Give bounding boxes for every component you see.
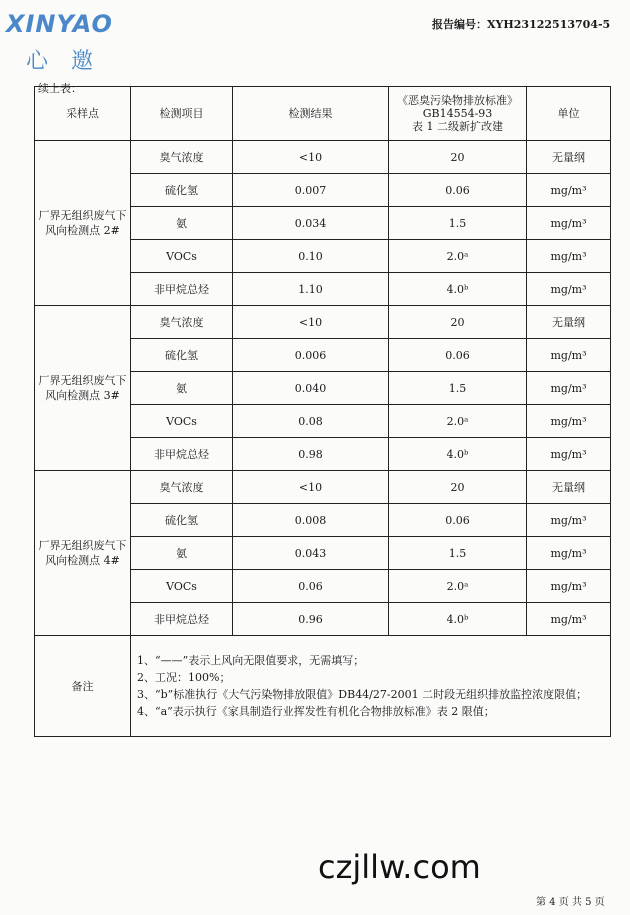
note-line: 1、“——”表示上风向无限值要求，无需填写；: [137, 654, 365, 667]
standard-limit: 1.5: [389, 207, 527, 240]
standard-limit: 4.0ᵇ: [389, 603, 527, 636]
page-number: 第 4 页 共 5 页: [536, 897, 605, 908]
unit: mg/m³: [527, 405, 611, 438]
notes-content: [131, 636, 611, 737]
col-header-site: 采样点: [35, 87, 131, 141]
sampling-site: 厂界无组织废气下风向检测点 3#: [35, 306, 131, 471]
test-item: 氨: [131, 537, 233, 570]
test-item: 非甲烷总烃: [131, 603, 233, 636]
unit: mg/m³: [527, 570, 611, 603]
unit: mg/m³: [527, 207, 611, 240]
notes-label: 备注: [35, 636, 131, 737]
test-result: 0.034: [233, 207, 389, 240]
unit: mg/m³: [527, 240, 611, 273]
test-result: 0.08: [233, 405, 389, 438]
test-result: 0.043: [233, 537, 389, 570]
test-item: 氨: [131, 372, 233, 405]
test-result: 0.040: [233, 372, 389, 405]
test-result: <10: [233, 306, 389, 339]
col-header-result: 检测结果: [233, 87, 389, 141]
standard-limit: 1.5: [389, 537, 527, 570]
standard-limit: 20: [389, 471, 527, 504]
continued-label: 续上表：: [38, 82, 82, 95]
standard-limit: 20: [389, 306, 527, 339]
test-item: 硫化氢: [131, 174, 233, 207]
test-result: 0.98: [233, 438, 389, 471]
note-line: 2、工况：100%；: [137, 671, 231, 684]
test-item: VOCs: [131, 570, 233, 603]
standard-limit: 2.0ᵃ: [389, 240, 527, 273]
standard-limit: 1.5: [389, 372, 527, 405]
test-item: 臭气浓度: [131, 306, 233, 339]
unit: mg/m³: [527, 372, 611, 405]
unit: mg/m³: [527, 603, 611, 636]
table-row: [35, 471, 611, 504]
note-line: 3、“b”标准执行《大气污染物排放限值》DB44/27-2001 二时段无组织排放监控浓度限值；: [137, 688, 588, 701]
test-result: 0.008: [233, 504, 389, 537]
report-number: 报告编号：XYH23122513704-5: [432, 18, 611, 31]
unit: mg/m³: [527, 504, 611, 537]
test-result: <10: [233, 471, 389, 504]
company-logo-text: XINYAO: [6, 10, 113, 38]
test-item: 臭气浓度: [131, 471, 233, 504]
table-row: [35, 306, 611, 339]
test-item: VOCs: [131, 405, 233, 438]
test-item: VOCs: [131, 240, 233, 273]
results-table: [34, 86, 611, 737]
note-line: 4、“a”表示执行《家具制造行业挥发性有机化合物排放标准》表 2 限值；: [137, 705, 495, 718]
standard-limit: 0.06: [389, 174, 527, 207]
table-header-row: [35, 87, 611, 141]
sampling-site: 厂界无组织废气下风向检测点 4#: [35, 471, 131, 636]
unit: mg/m³: [527, 273, 611, 306]
standard-limit: 2.0ᵃ: [389, 405, 527, 438]
test-result: 0.10: [233, 240, 389, 273]
test-item: 非甲烷总烃: [131, 438, 233, 471]
table-row: [35, 141, 611, 174]
unit: 无量纲: [527, 141, 611, 174]
standard-limit: 4.0ᵇ: [389, 273, 527, 306]
company-logo-chinese: 心 邀: [26, 49, 101, 74]
standard-limit: 0.06: [389, 339, 527, 372]
test-item: 氨: [131, 207, 233, 240]
standard-limit: 2.0ᵃ: [389, 570, 527, 603]
unit: mg/m³: [527, 339, 611, 372]
standard-limit: 0.06: [389, 504, 527, 537]
test-result: 0.006: [233, 339, 389, 372]
col-header-unit: 单位: [527, 87, 611, 141]
test-item: 硫化氢: [131, 504, 233, 537]
test-result: 0.96: [233, 603, 389, 636]
test-item: 非甲烷总烃: [131, 273, 233, 306]
unit: mg/m³: [527, 174, 611, 207]
notes-row: [35, 636, 611, 737]
unit: mg/m³: [527, 537, 611, 570]
watermark-text: czjllw.com: [318, 848, 481, 886]
standard-limit: 20: [389, 141, 527, 174]
sampling-site: 厂界无组织废气下风向检测点 2#: [35, 141, 131, 306]
unit: mg/m³: [527, 438, 611, 471]
test-item: 臭气浓度: [131, 141, 233, 174]
unit: 无量纲: [527, 306, 611, 339]
test-result: 0.06: [233, 570, 389, 603]
test-result: 1.10: [233, 273, 389, 306]
test-result: 0.007: [233, 174, 389, 207]
col-header-standard: 《恶臭污染物排放标准》 GB14554-93 表 1 二级新扩改建: [389, 87, 527, 141]
standard-limit: 4.0ᵇ: [389, 438, 527, 471]
test-result: <10: [233, 141, 389, 174]
col-header-item: 检测项目: [131, 87, 233, 141]
test-item: 硫化氢: [131, 339, 233, 372]
unit: 无量纲: [527, 471, 611, 504]
